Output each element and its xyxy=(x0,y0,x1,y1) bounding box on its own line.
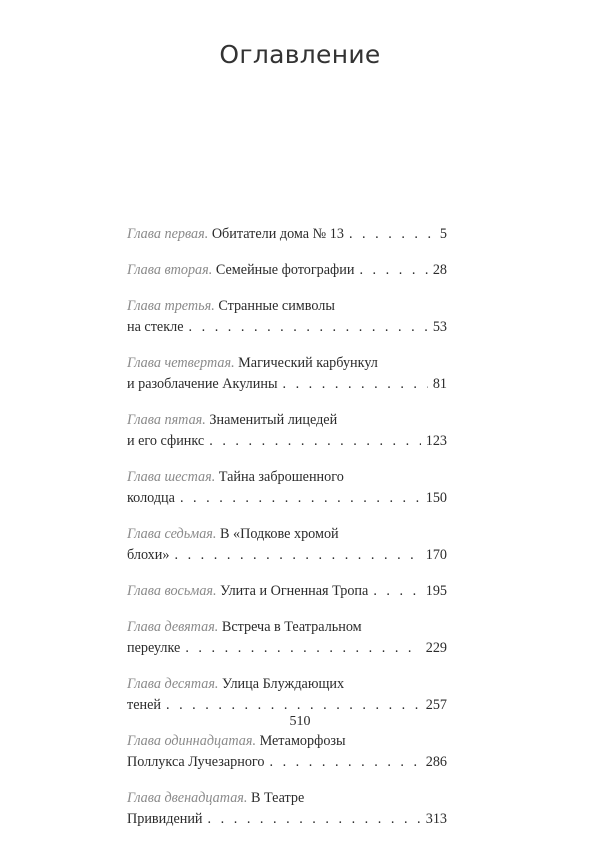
chapter-title: теней xyxy=(127,697,161,713)
toc-entry-line xyxy=(127,467,447,488)
chapter-page-number: 81 xyxy=(432,376,447,392)
chapter-title: Знаменитый лицедей xyxy=(209,412,338,428)
chapter-label: Глава третья. xyxy=(127,298,215,314)
toc-entry-line xyxy=(127,374,447,395)
chapter-title: и его сфинкс xyxy=(127,433,205,449)
chapter-label: Глава шестая. xyxy=(127,469,216,485)
dot-leader xyxy=(189,317,428,338)
toc-entry-line xyxy=(127,353,447,374)
chapter-title: Семейные фотографии xyxy=(215,262,355,278)
chapter-page-number: 123 xyxy=(425,433,447,449)
dot-leader xyxy=(208,809,421,830)
chapter-page-number: 195 xyxy=(425,583,447,599)
chapter-label: Глава двенадцатая. xyxy=(127,790,248,806)
chapter-title: Метаморфозы xyxy=(259,733,346,749)
dot-leader xyxy=(282,374,427,395)
chapter-page-number: 313 xyxy=(425,811,447,827)
chapter-title: на стекле xyxy=(127,319,184,335)
chapter-label: Глава четвертая. xyxy=(127,355,235,371)
toc-entry-line xyxy=(127,638,447,659)
toc-entry xyxy=(127,674,447,716)
toc-entry xyxy=(127,467,447,509)
chapter-title: Улица Блуждающих xyxy=(222,676,345,692)
toc-entry-line xyxy=(127,731,447,752)
chapter-title: Обитатели дома № 13 xyxy=(211,226,344,242)
toc-entry-line xyxy=(127,317,447,338)
toc-entry xyxy=(127,788,447,830)
chapter-page-number: 53 xyxy=(432,319,447,335)
dot-leader xyxy=(269,752,420,773)
toc-entry-line xyxy=(127,752,447,773)
chapter-title: колодца xyxy=(127,490,175,506)
chapter-label: Глава одиннадцатая. xyxy=(127,733,257,749)
toc-entry-line xyxy=(127,617,447,638)
toc-entry-line xyxy=(127,224,447,245)
dot-leader xyxy=(185,638,420,659)
dot-leader xyxy=(359,260,427,281)
table-of-contents xyxy=(127,224,447,845)
chapter-page-number: 257 xyxy=(425,697,447,713)
chapter-title: В «Подкове хромой xyxy=(220,526,339,542)
toc-entry xyxy=(127,224,447,245)
chapter-title: Привидений xyxy=(127,811,203,827)
dot-leader xyxy=(349,224,435,245)
chapter-label: Глава седьмая. xyxy=(127,526,217,542)
toc-entry xyxy=(127,296,447,338)
toc-entry-line xyxy=(127,410,447,431)
dot-leader xyxy=(209,431,420,452)
chapter-title: Странные символы xyxy=(218,298,335,314)
toc-entry xyxy=(127,731,447,773)
toc-entry-line xyxy=(127,524,447,545)
chapter-page-number: 28 xyxy=(432,262,447,278)
chapter-label: Глава первая. xyxy=(127,226,209,242)
chapter-label: Глава десятая. xyxy=(127,676,219,692)
chapter-title: В Театре xyxy=(250,790,305,806)
toc-entry-line xyxy=(127,674,447,695)
chapter-page-number: 229 xyxy=(425,640,447,656)
chapter-label: Глава вторая. xyxy=(127,262,213,278)
dot-leader xyxy=(166,695,421,716)
chapter-label: Глава восьмая. xyxy=(127,583,217,599)
toc-entry xyxy=(127,260,447,281)
chapter-label: Глава девятая. xyxy=(127,619,219,635)
dot-leader xyxy=(373,581,420,602)
toc-entry-line xyxy=(127,431,447,452)
chapter-page-number: 286 xyxy=(425,754,447,770)
chapter-label: Глава пятая. xyxy=(127,412,206,428)
chapter-title: переулке xyxy=(127,640,181,656)
toc-entry xyxy=(127,524,447,566)
toc-entry-line xyxy=(127,545,447,566)
chapter-page-number: 5 xyxy=(439,226,447,242)
dot-leader xyxy=(180,488,421,509)
chapter-page-number: 150 xyxy=(425,490,447,506)
toc-entry xyxy=(127,617,447,659)
toc-entry-line xyxy=(127,809,447,830)
chapter-title: Тайна заброшенного xyxy=(218,469,344,485)
chapter-title: Поллукса Лучезарного xyxy=(127,754,265,770)
toc-entry xyxy=(127,581,447,602)
toc-entry-line xyxy=(127,581,447,602)
toc-entry-line xyxy=(127,695,447,716)
page-number: 510 xyxy=(289,714,311,729)
chapter-title: Улита и Огненная Тропа xyxy=(220,583,369,599)
chapter-title: Встреча в Театральном xyxy=(221,619,362,635)
dot-leader xyxy=(174,545,420,566)
toc-entry xyxy=(127,353,447,395)
chapter-page-number: 170 xyxy=(425,547,447,563)
toc-entry xyxy=(127,410,447,452)
chapter-title: блохи» xyxy=(127,547,170,563)
toc-entry-line xyxy=(127,296,447,317)
chapter-title: и разоблачение Акулины xyxy=(127,376,278,392)
toc-entry-line xyxy=(127,260,447,281)
toc-entry-line xyxy=(127,788,447,809)
page-title: Оглавление xyxy=(219,40,381,69)
toc-entry-line xyxy=(127,488,447,509)
chapter-title: Магический карбункул xyxy=(238,355,378,371)
